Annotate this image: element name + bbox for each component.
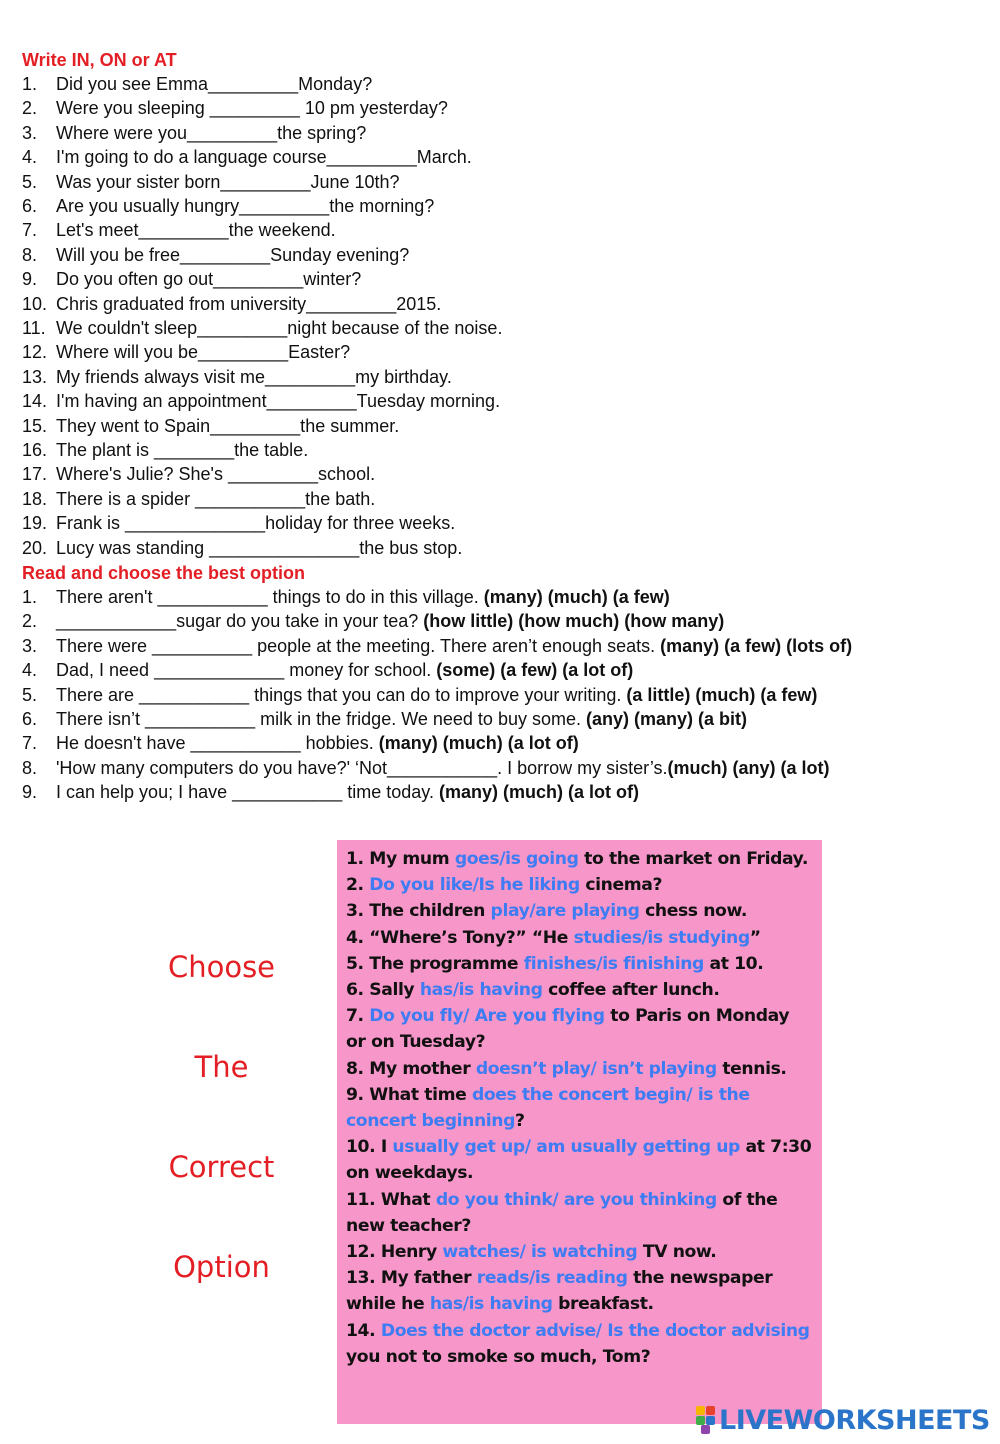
tense-choice-box [337,840,822,1424]
sentence-text: ? [515,1111,525,1132]
sentence-text: to Paris on Monday or on Tuesday? [346,1006,790,1053]
verb-choice: usually get up/ am usually getting up [392,1137,740,1158]
side-heading-option: Option [173,1250,270,1284]
question-row [22,340,350,364]
question-row [22,756,830,780]
verb-choice: Does the doctor advise/ Is the doctor advising [380,1320,810,1341]
question-row [22,487,375,511]
question-number: 13. [22,366,48,387]
liveworksheets-watermark [696,1402,990,1438]
question-text: Was your sister born_________June 10th? [56,171,400,192]
question-text: ____________sugar do you take in your tea? [56,611,424,632]
question-text: Did you see Emma_________Monday? [56,74,373,94]
question-row [22,170,400,194]
verb-choice: doesn’t play/ isn’t playing [475,1058,717,1079]
verb-choice: finishes/is finishing [523,953,704,974]
question-text: They went to Spain_________the summer. [56,415,400,436]
question-number: 19. [22,513,48,534]
question-number: 2. [22,98,38,119]
question-row [22,511,455,535]
sentence-text: tennis. [716,1058,787,1079]
sentence-text: 14. [346,1320,381,1341]
verb-choice: does the concert begin/ is the concert beginning [346,1084,750,1132]
question-text: Chris graduated from university_________2015. [56,293,442,314]
question-text: I'm having an appointment_________Tuesday morning. [56,391,501,412]
verb-choice: studies/is studying [573,927,750,948]
verb-choice: has/is having [429,1294,553,1315]
question-text: Where were you_________the spring? [56,122,367,143]
tense-question [346,951,814,977]
sentence-text: ” [749,927,761,948]
question-text: Were you sleeping _________ 10 pm yesterday? [56,98,448,119]
question-text: Lucy was standing _______________the bus stop. [56,537,463,558]
question-number: 1. [22,587,38,607]
sentence-text: you not to smoke so much, Tom? [346,1346,651,1367]
question-row [22,365,452,389]
sentence-text: 8. My mother [346,1058,476,1079]
section1-title: Write IN, ON or AT [22,50,177,70]
question-row [22,292,441,316]
question-row [22,218,336,242]
question-text: There aren't ___________ things to do in this village. [56,587,484,607]
question-row [22,585,670,609]
question-row [22,609,724,633]
question-number: 7. [22,733,38,754]
side-heading-correct: Correct [168,1150,275,1184]
sentence-text: of the new teacher? [346,1189,778,1236]
question-row [22,316,502,340]
answer-options: (many) (much) (a lot of) [378,733,579,754]
sentence-text: TV now. [637,1242,717,1263]
question-row [22,780,639,804]
sentence-text: breakfast. [552,1294,654,1315]
sentence-text: 5. The programme [346,953,524,974]
question-number: 17. [22,464,48,485]
sentence-text: 1. My mum [346,849,455,869]
question-number: 9. [22,782,38,803]
question-text: There isn’t ___________ milk in the fridge. We need to buy some. [56,709,586,729]
question-row [22,707,747,731]
question-number: 1. [22,74,38,94]
tense-question [346,1265,814,1317]
question-row [22,145,472,169]
question-text: Do you often go out_________winter? [56,269,362,290]
tense-question [346,872,814,898]
question-row [22,121,366,145]
question-text: There is a spider ___________the bath. [56,488,376,509]
tense-question [346,898,814,924]
question-number: 2. [22,611,38,632]
tense-question [346,925,814,951]
tense-question [346,1239,814,1265]
question-row [22,96,448,120]
answer-options: (much) (any) (a lot) [667,757,830,778]
sentence-text: 3. The children [346,901,491,922]
question-row [22,731,579,755]
liveworksheets-wordmark: LIVEWORKSHEETS [719,1404,990,1436]
question-text: I can help you; I have ___________ time today. [56,782,439,803]
question-number: 8. [22,757,38,778]
answer-options: (a little) (much) (a few) [626,684,818,705]
sentence-text: 6. Sally [346,980,420,1001]
tense-question [346,977,814,1003]
question-number: 10. [22,293,48,314]
question-row [22,389,500,413]
question-row [22,267,361,291]
side-heading-choose: Choose [167,950,276,984]
answer-options: (many) (much) (a lot of) [438,782,639,803]
question-row [22,634,852,658]
question-text: Are you usually hungry_________the morning? [56,196,435,216]
question-text: Let's meet_________the weekend. [56,220,336,241]
question-text: Frank is ______________holiday for three weeks. [56,513,456,534]
question-text: We couldn't sleep_________night because of the noise. [56,318,503,338]
question-number: 14. [22,391,48,412]
sentence-text: at 7:30 on weekdays. [346,1137,812,1184]
answer-options: (some) (a few) (a lot of) [436,660,634,681]
question-number: 20. [22,537,48,558]
tense-question [346,1056,814,1082]
sentence-text: to the market on Friday. [578,849,809,869]
question-text: Will you be free_________Sunday evening? [56,244,410,265]
question-row [22,414,399,438]
sentence-text: 9. What time [346,1084,472,1105]
sentence-text: the newspaper while he [346,1268,773,1315]
question-number: 18. [22,488,48,509]
verb-choice: reads/is reading [476,1268,628,1289]
question-text: My friends always visit me_________my birthday. [56,366,452,387]
verb-choice: watches/ is watching [442,1242,638,1263]
question-text: Where will you be_________Easter? [56,342,351,363]
question-row [22,536,462,560]
question-text: He doesn't have ___________ hobbies. [56,733,379,754]
verb-choice: do you think/ are you thinking [435,1189,717,1210]
sentence-text: 11. What [346,1189,436,1210]
question-row [22,462,375,486]
sentence-text: cinema? [579,875,663,896]
question-text: The plant is ________the table. [56,440,309,460]
question-text: 'How many computers do you have?' ‘Not___________. I borrow my sister’s. [56,757,668,778]
question-number: 3. [22,122,38,143]
question-number: 3. [22,635,38,656]
sentence-text: coffee after lunch. [542,980,720,1001]
sentence-text: chess now. [639,901,747,922]
question-number: 12. [22,342,48,363]
sentence-text: 7. [346,1006,370,1027]
question-row [22,72,372,96]
sentence-text: 10. I [346,1137,393,1158]
question-number: 4. [22,660,38,681]
answer-options: (any) (many) (a bit) [585,709,747,729]
question-number: 6. [22,709,38,729]
tense-question [346,1318,814,1370]
tense-question [346,1082,814,1134]
answer-options: (how little) (how much) (how many) [423,611,725,632]
question-number: 4. [22,147,38,168]
question-text: There are ___________ things that you can do to improve your writing. [56,684,627,705]
question-number: 16. [22,440,48,460]
question-number: 8. [22,244,38,265]
question-number: 7. [22,220,38,241]
tense-question [346,846,814,872]
question-number: 15. [22,415,48,436]
question-number: 9. [22,269,38,290]
sentence-text: 2. [346,875,370,896]
sentence-text: at 10. [703,953,764,974]
question-number: 5. [22,684,38,705]
answer-options: (many) (much) (a few) [483,587,670,607]
answer-options: (many) (a few) (lots of) [660,635,853,656]
verb-choice: Do you like/Is he liking [369,875,580,896]
question-text: There were __________ people at the meeting. There aren’t enough seats. [56,635,661,656]
question-row [22,243,409,267]
question-text: Where's Julie? She's _________school. [56,464,376,485]
question-number: 6. [22,196,38,216]
question-row [22,438,308,462]
sentence-text: 4. “Where’s Tony?” “He [346,927,574,948]
tense-question [346,1134,814,1186]
sentence-text: 13. My father [346,1268,477,1289]
question-number: 11. [22,318,46,338]
liveworksheets-logo-icon [696,1406,716,1434]
sentence-text: 12. Henry [346,1242,443,1263]
tense-question [346,1187,814,1239]
question-row [22,658,633,682]
question-number: 5. [22,171,38,192]
verb-choice: goes/is going [454,849,579,869]
question-row [22,683,817,707]
side-heading-the: The [194,1050,249,1084]
verb-choice: play/are playing [490,901,640,922]
verb-choice: Do you fly/ Are you flying [369,1006,605,1027]
tense-question [346,1003,814,1055]
question-text: I'm going to do a language course_________March. [56,147,472,168]
question-text: Dad, I need _____________ money for school. [56,660,437,681]
question-row [22,194,434,218]
section2-title: Read and choose the best option [22,563,306,583]
verb-choice: has/is having [419,980,543,1001]
